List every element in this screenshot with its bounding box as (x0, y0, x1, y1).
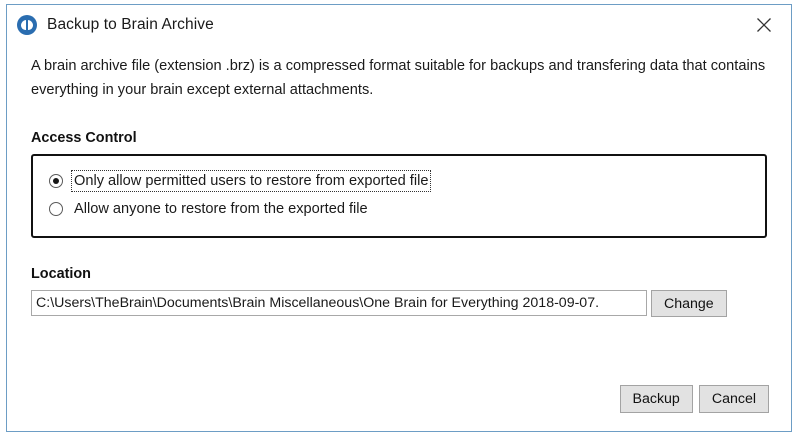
radio-icon[interactable] (49, 202, 63, 216)
location-label: Location (31, 266, 91, 283)
window-title: Backup to Brain Archive (47, 16, 214, 33)
description-text: A brain archive file (extension .brz) is a compressed format suitable for backups and transfering data that contains everything in your brain except external attachments. (31, 58, 766, 98)
backup-button[interactable]: Backup (620, 385, 693, 413)
change-button[interactable]: Change (651, 290, 727, 317)
radio-icon[interactable] (49, 174, 63, 188)
access-control-group (31, 154, 767, 238)
title-bar (7, 5, 791, 45)
dialog-footer (620, 385, 770, 413)
radio-label: Allow anyone to restore from the exported file (74, 201, 368, 218)
cancel-button[interactable]: Cancel (699, 385, 769, 413)
brain-icon (17, 15, 37, 35)
close-icon[interactable] (745, 11, 783, 39)
access-control-label: Access Control (31, 130, 137, 147)
backup-dialog (6, 4, 792, 432)
radio-label: Only allow permitted users to restore from exported file (74, 173, 429, 190)
radio-option-anyone[interactable] (49, 196, 749, 222)
radio-option-permitted-users[interactable] (49, 168, 749, 194)
location-row (31, 290, 767, 317)
location-path-input[interactable] (31, 290, 647, 316)
dialog-body (7, 55, 791, 317)
